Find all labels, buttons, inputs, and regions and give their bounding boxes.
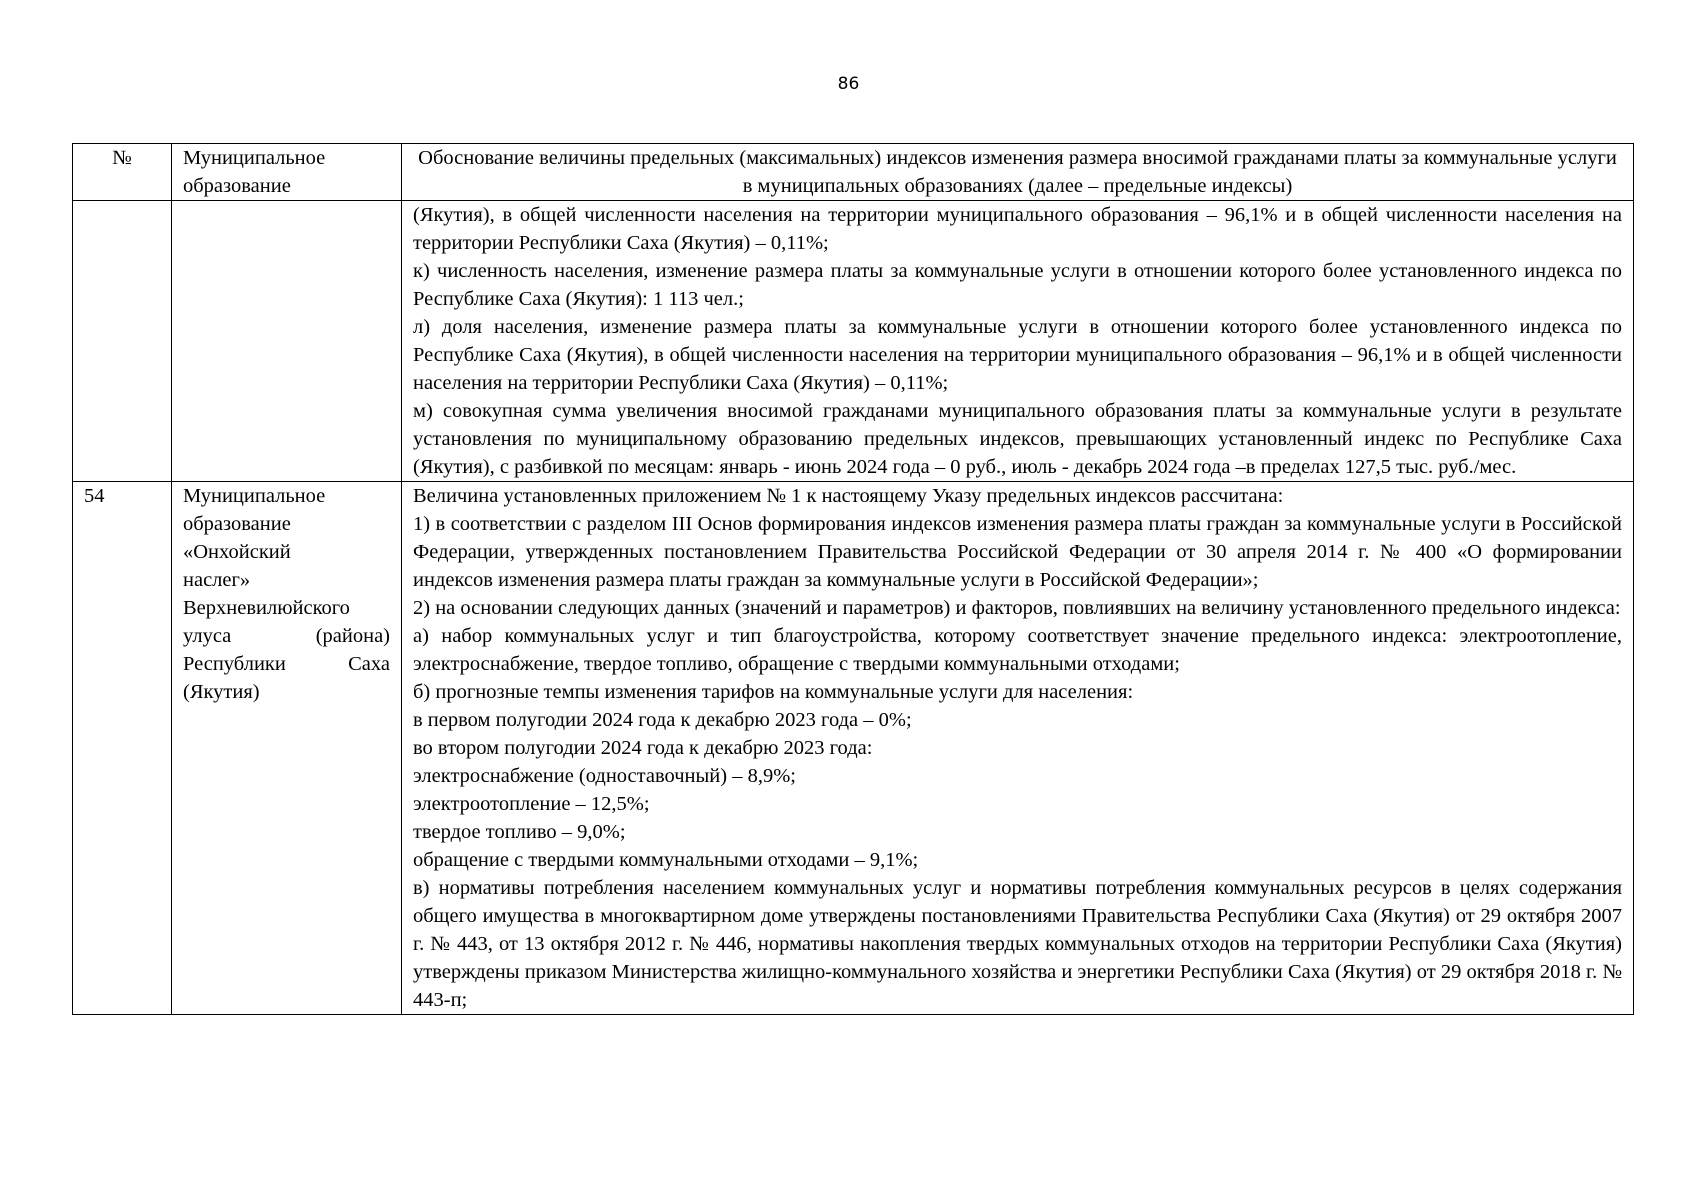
justification-paragraph: во втором полугодии 2024 года к декабрю 2023 года: [413,737,873,759]
table-row [73,201,1634,482]
municipality-line: улуса (района) [183,625,390,647]
row-municipality [172,201,402,482]
municipality-line: наслег» [183,569,251,591]
municipality-line: Республики Саха [183,653,390,675]
municipality-line: Верхневилюйского [183,597,350,619]
header-number: № [73,144,172,201]
justification-paragraph: в) нормативы потребления населением коммунальных услуг и нормативы потребления коммунальных ресурсов в целях содержания общего имущества в многоквартирном доме утверждены постановлениями Правительства Республики Саха (Якутия) от 29 октября 2007 г. № 443, от 13 октября 2012 г. № 446, нормативы накопления твердых коммунальных отходов на территории Республики Саха (Якутия) утверждены приказом Министерства жилищно-коммунального хозяйства и энергетики Республики Саха (Якутия) от 29 октября 2018 г. № 443-п; [413,877,1622,1011]
row-municipality [172,482,402,1015]
justification-paragraph: а) набор коммунальных услуг и тип благоустройства, которому соответствует значение предельного индекса: электроотопление, электроснабжение, твердое топливо, обращение с твердыми коммунальными отходами; [413,625,1622,675]
row-justification [402,201,1634,482]
municipality-line: Муниципальное [183,485,326,507]
justification-paragraph: б) прогнозные темпы изменения тарифов на коммунальные услуги для населения: [413,681,1134,703]
justification-table [72,143,1634,1015]
justification-paragraph: 1) в соответствии с разделом III Основ формирования индексов изменения размера платы граждан за коммунальные услуги в Российской Федерации, утвержденных постановлением Правительства Российской Федерации от 30 апреля 2014 г. № 400 «О формировании индексов изменения размера платы граждан за коммунальные услуги в Российской Федерации»; [413,513,1622,591]
row-justification [402,482,1634,1015]
row-number [73,201,172,482]
header-municipality: Муниципальное образование [172,144,402,201]
page-number: 86 [837,74,860,94]
table-header-row [73,144,1634,201]
justification-paragraph: электроснабжение (одноставочный) – 8,9%; [413,765,796,787]
row-number: 54 [73,482,172,1015]
justification-paragraph: обращение с твердыми коммунальными отходами – 9,1%; [413,849,919,871]
justification-paragraph: (Якутия), в общей численности населения на территории муниципального образования – 96,1% и в общей численности населения на территории Республики Саха (Якутия) – 0,11%; [413,204,1622,254]
justification-paragraph: 2) на основании следующих данных (значений и параметров) и факторов, повлиявших на величину установленного предельного индекса: [413,597,1621,619]
justification-paragraph: к) численность населения, изменение размера платы за коммунальные услуги в отношении которого более установленного индекса по Республике Саха (Якутия): 1 113 чел.; [413,260,1622,310]
justification-paragraph: л) доля населения, изменение размера платы за коммунальные услуги в отношении которого более установленного индекса по Республике Саха (Якутия), в общей численности населения на территории муниципального образования – 96,1% и в общей численности населения на территории Республики Саха (Якутия) – 0,11%; [413,316,1622,394]
header-justification: Обоснование величины предельных (максимальных) индексов изменения размера вносимой гражданами платы за коммунальные услуги в муниципальных образованиях (далее – предельные индексы) [402,144,1634,201]
municipality-line: «Онхойский [183,541,291,563]
table-body [73,201,1634,1015]
municipality-line: образование [183,513,291,535]
justification-paragraph: Величина установленных приложением № 1 к настоящему Указу предельных индексов рассчитана: [413,485,1284,507]
table-row [73,482,1634,1015]
justification-paragraph: м) совокупная сумма увеличения вносимой гражданами муниципального образования платы за коммунальные услуги в результате установления по муниципальному образованию предельных индексов, превышающих установленный индекс по Республике Саха (Якутия), с разбивкой по месяцам: январь - июнь 2024 года – 0 руб., июль - декабрь 2024 года –в пределах 127,5 тыс. руб./мес. [413,400,1622,478]
justification-paragraph: в первом полугодии 2024 года к декабрю 2023 года – 0%; [413,709,912,731]
justification-paragraph: твердое топливо – 9,0%; [413,821,626,843]
municipality-line: (Якутия) [183,681,260,703]
justification-paragraph: электроотопление – 12,5%; [413,793,650,815]
